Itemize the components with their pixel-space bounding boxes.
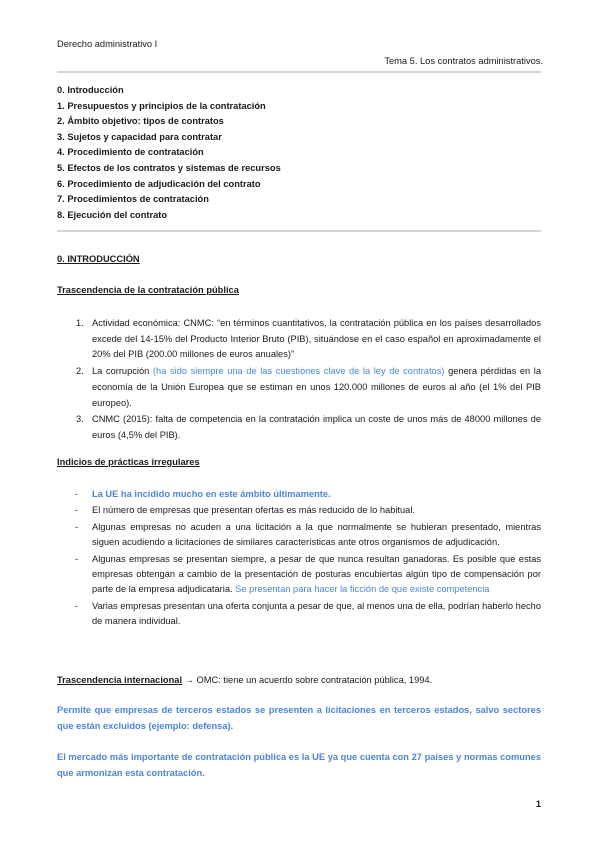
subheading-contratacion: Trascendencia de la contratación pública [57, 285, 239, 295]
toc-item: 5. Efectos de los contratos y sistemas de recursos [57, 162, 281, 173]
list-number: 1. [76, 318, 84, 328]
list-item [76, 412, 541, 443]
list-item-text: El número de empresas que presentan ofertas es más reducido de lo habitual. [92, 505, 415, 516]
international-label: Trascendencia internacional [57, 675, 183, 685]
arrow-icon: → [184, 675, 194, 685]
section-heading: 0. INTRODUCCIÓN [57, 254, 140, 264]
list-item-text: Algunas empresas no acuden a una licitación a la que normalmente se hubieran presentado, mientras siguen acudiendo a licitaciones de similares características ante otros organismos de adjudicación. [92, 521, 541, 548]
list-item-text: Varias empresas presentan una oferta conjunta a pesar de que, al menos una de ella, podrían haberlo hecho de manera individual. [92, 600, 541, 627]
list-item-text: CNMC (2015): falta de competencia en la contratación implica un coste de unos más de 48000 millones de euros (4,5% del PIB). [92, 414, 541, 440]
list-item [75, 552, 541, 598]
dash-bullet: - [75, 505, 79, 516]
list-item [75, 487, 541, 502]
toc-item: 4. Procedimiento de contratación [57, 147, 204, 158]
list-item [75, 503, 541, 518]
blue-paragraph-omc: Permite que empresas de terceros estados se presenten a licitaciones en terceros estados, salvo sectores que están excluidos (ejemplo: defensa). [57, 705, 541, 731]
top-divider [57, 71, 541, 73]
toc-item: 8. Ejecución del contrato [57, 209, 168, 220]
list-number: 3. [76, 414, 84, 425]
toc-item: 3. Sujetos y capacidad para contratar [57, 131, 222, 142]
dash-bullet: - [75, 553, 79, 564]
dash-bullet: - [75, 600, 79, 611]
toc-item: 6. Procedimiento de adjudicación del contrato [57, 178, 261, 189]
toc-item: 2. Ámbito objetivo: tipos de contratos [57, 116, 224, 127]
page-number: 1 [535, 799, 541, 809]
toc-item: 0. Introducción [57, 85, 124, 95]
list-item-text: Algunas empresas se presentan siempre, a pesar de que nunca resultan ganadoras. Es posible que estas empresas obtengan a cambio de la presentación de posturas encubiertas algún tipo de compensación por parte de la empresa adjudicataria. [92, 553, 541, 595]
list-item-text: genera pérdidas en la economía de la Unión Europea que se estiman en unos 120.000 millones de euros al año (el 1% del PIB europeo). [92, 366, 541, 408]
dash-bullet: - [75, 489, 79, 499]
subheading-indicios: Indicios de prácticas irregulares [57, 457, 200, 467]
dash-list [75, 487, 541, 631]
toc-item: 7. Procedimientos de contratación [57, 194, 209, 205]
course-title: Derecho administrativo I [57, 39, 158, 49]
list-item [75, 520, 541, 551]
list-item-text: La corrupción [92, 366, 153, 377]
toc-item: 1. Presupuestos y principios de la contratación [57, 100, 266, 111]
international-text: OMC: tiene un acuerdo sobre contratación pública, 1994. [193, 675, 433, 685]
highlight-text: Se presentan para hacer la ficción de que existe competencia [235, 584, 490, 595]
toc-divider [57, 230, 541, 232]
blue-paragraph-ue: El mercado más importante de contratación pública es la UE ya que cuenta con 27 países y normas comunes que armonizan esta contratación. [57, 752, 541, 778]
international-line [57, 672, 541, 688]
list-item-text: La UE ha incidido mucho en este ámbito últimamente. [92, 489, 331, 499]
list-number: 2. [76, 366, 84, 377]
list-item-text: Actividad económica: CNMC: “en términos cuantitativos, la contratación pública en los países desarrollados excede del 14-15% del Producto Interior Bruto (PIB), situándose en el caso español en aproximadamente el 20% del PIB (200.00 millones de euros anuales)” [92, 318, 541, 360]
highlight-text: (ha sido siempre una de las cuestiones clave de la ley de contratos) [152, 366, 445, 377]
list-item [75, 599, 541, 630]
topic-title: Tema 5. Los contratos administrativos. [384, 56, 543, 66]
list-item [76, 364, 541, 411]
list-item [76, 316, 541, 363]
numbered-list [76, 316, 541, 445]
table-of-contents [57, 83, 281, 223]
dash-bullet: - [75, 521, 79, 532]
